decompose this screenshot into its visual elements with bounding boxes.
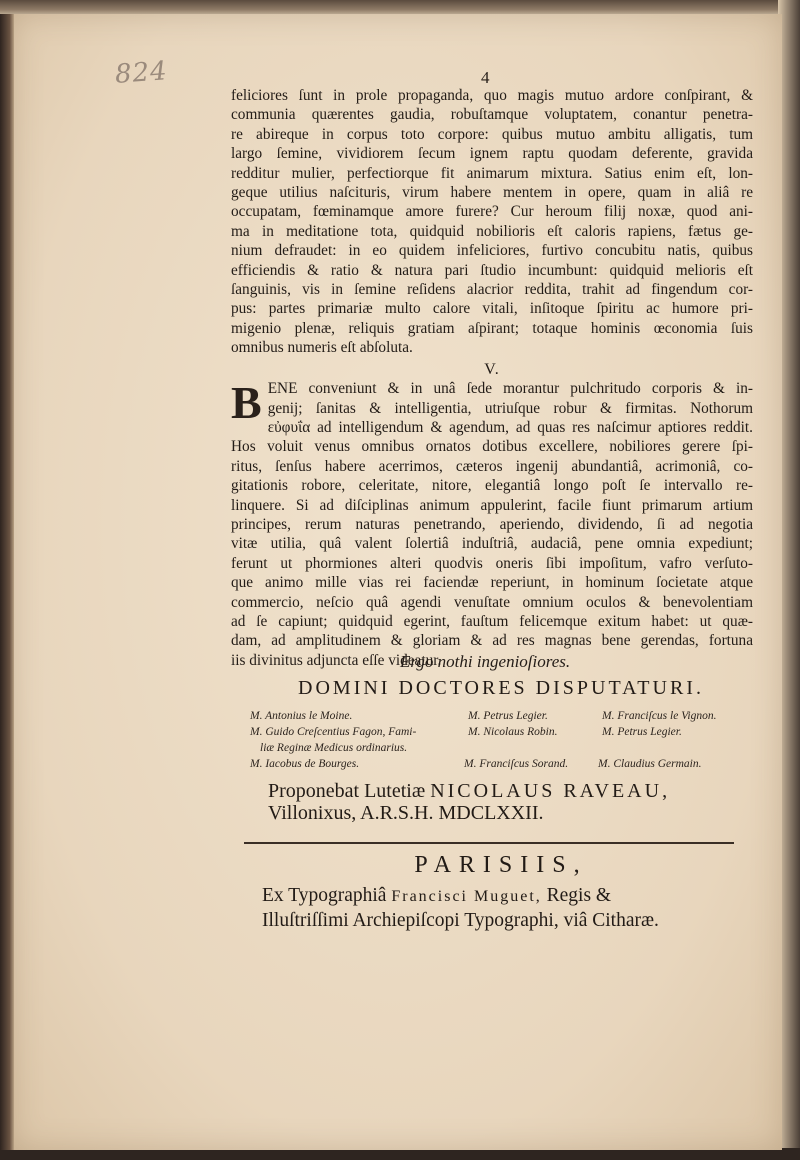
- text-line: commercio, neſcio quâ agendi venuſtate omnium oculos & benevolentiam: [231, 593, 753, 611]
- text-line: ENE conveniunt & in unâ ſede morantur pulchritudo corporis & in-: [267, 380, 753, 398]
- imprint-line2: Illuſtriſſimi Archiepiſcopi Typographi, viâ Citharæ.: [262, 910, 659, 931]
- imprint-line1a: Ex Typographiâ: [262, 885, 387, 906]
- doctor-name: M. Franciſcus Sorand.: [464, 758, 569, 770]
- text-line: nium defraudet: in eo quidem infeliciores, furtivo concubitu natis, quibus: [231, 242, 753, 260]
- main-text: [231, 86, 753, 670]
- printer-name: Francisci Muguet,: [391, 888, 542, 905]
- doctor-name: M. Nicolaus Robin.: [468, 726, 558, 738]
- paragraph-2: [231, 379, 753, 670]
- proponent-name: NICOLAUS RAVEAU,: [430, 780, 671, 802]
- horizontal-rule: [244, 842, 734, 844]
- text-line: εὐφυΐα ad intelligendum & agendum, ad quas res naſcimur aptiores reddit.: [267, 418, 753, 436]
- text-line: re abireque in corpus toto corpore: quibus mutuo ambitu alligatis, tum: [231, 125, 753, 143]
- proponent: [268, 780, 670, 824]
- text-line: ferunt ut phormiones alteri quodvis oneris ſibi impoſitum, vafro verſuto-: [231, 554, 753, 572]
- text-line: efficiendis & ratio & natura pari ſtudio incumbunt: quidquid melioris eſt: [231, 261, 753, 279]
- proponent-prefix: Proponebat Lutetiæ: [268, 780, 426, 802]
- text-line: ritus, ſenſus habere acerrimos, cæteros ingenij abundantiâ, acrimoniâ, co-: [231, 457, 753, 475]
- text-line: principes, rerum naturas penetrando, aperiendo, dividendo, ſi ad negotia: [231, 515, 753, 533]
- text-line: communia quærentes gaudia, robuſtamque voluptatem, conantur penetra-: [231, 106, 753, 124]
- paragraph-1: [231, 86, 753, 358]
- text-line: iis divinitus adjuncta eſſe videatur.: [231, 651, 442, 669]
- text-line: migenio plenæ, reliquis gratiam aſpirant; totaque hominis œconomia ſuis: [231, 319, 753, 337]
- text-line: gitationis robore, celeritate, nitore, elegantiâ longo poſt ſe intervallo re-: [231, 477, 753, 495]
- text-line: feliciores ſunt in prole propaganda, quo magis mutuo ardore conſpirant, &: [231, 87, 753, 104]
- text-line: largo ſemine, vividiorem ſecum ignem raptu quodam deferente, gravida: [231, 145, 753, 163]
- text-line: omnibus numeris eſt abſoluta.: [231, 339, 413, 357]
- place-of-publication: PARISIIS,: [414, 852, 588, 878]
- doctor-name: M. Petrus Legier.: [468, 710, 548, 722]
- handwritten-margin-note: 824: [114, 56, 169, 90]
- text-line: linquere. Si ad diſciplinas animum appulerint, facile fiunt primarum artium: [231, 496, 753, 514]
- text-line: ad ſe capiunt; quidquid egerint, fauſtum felicemque exitum habet: ut quæ-: [231, 612, 753, 630]
- text-line: occupatam, fœminamque amore furere? Cur heroum filij noxæ, quod ani-: [231, 203, 753, 221]
- proponent-line2: Villonixus, A.R.S.H. MDCLXXII.: [268, 802, 544, 824]
- doctor-name: M. Antonius le Moine.: [250, 710, 353, 722]
- book-spine: [0, 14, 14, 1150]
- section-number: V.: [484, 360, 500, 378]
- conclusion: Ergo nothi ingenioſiores.: [400, 652, 571, 671]
- doctor-name: M. Franciſcus le Vignon.: [602, 710, 717, 722]
- text-line: dam, ad amplitudinem & gloriam & ad res magnas bene gerendas, fortuna: [231, 632, 753, 650]
- text-line: Hos voluit venus omnibus ornatos dotibus excellere, nobiliores gerere ſpi-: [231, 438, 753, 456]
- page-number: 4: [481, 68, 490, 87]
- drop-cap: B: [231, 377, 262, 429]
- imprint: [262, 884, 732, 933]
- text-line: redditur mulier, perfectiorque fit animarum mixtura. Satius enim eſt, lon-: [231, 164, 753, 182]
- doctor-name: M. Iacobus de Bourges.: [250, 758, 360, 770]
- text-line: vitæ utilia, quâ valent ſolertiâ induſtriâ, audaciâ, pene omnia expediunt;: [231, 535, 753, 553]
- imprint-line1c: Regis &: [546, 885, 612, 906]
- text-line: ma in meditatione tota, quidquid nobilioris eſt caloris rapiens, fætus ge-: [231, 222, 753, 240]
- doctors-heading: DOMINI DOCTORES DISPUTATURI.: [298, 677, 704, 699]
- doctor-name-continued: liæ Reginæ Medicus ordinarius.: [260, 742, 408, 754]
- doctor-name: M. Guido Creſcentius Fagon, Fami-: [250, 726, 417, 738]
- text-line: geque utilius naſcituris, virum habere mentem in opere, quam in aliâ re: [231, 184, 753, 202]
- text-line: ſanguinis, vis in ſemine reſidens alacrior reddita, trahit ad fingendum cor-: [231, 281, 753, 299]
- doctor-name: M. Claudius Germain.: [598, 758, 702, 770]
- text-line: que animo mille vias rei faciendæ reperiunt, in hominum ſocietate atque: [231, 574, 753, 592]
- text-line: genij; ſanitas & intelligentia, utriuſque robur & firmitas. Nothorum: [267, 399, 753, 417]
- doctor-name: M. Petrus Legier.: [602, 726, 682, 738]
- text-line: pus: partes primariæ multo calore vitali, inſitoque ſpiritu ac humore pri-: [231, 300, 753, 318]
